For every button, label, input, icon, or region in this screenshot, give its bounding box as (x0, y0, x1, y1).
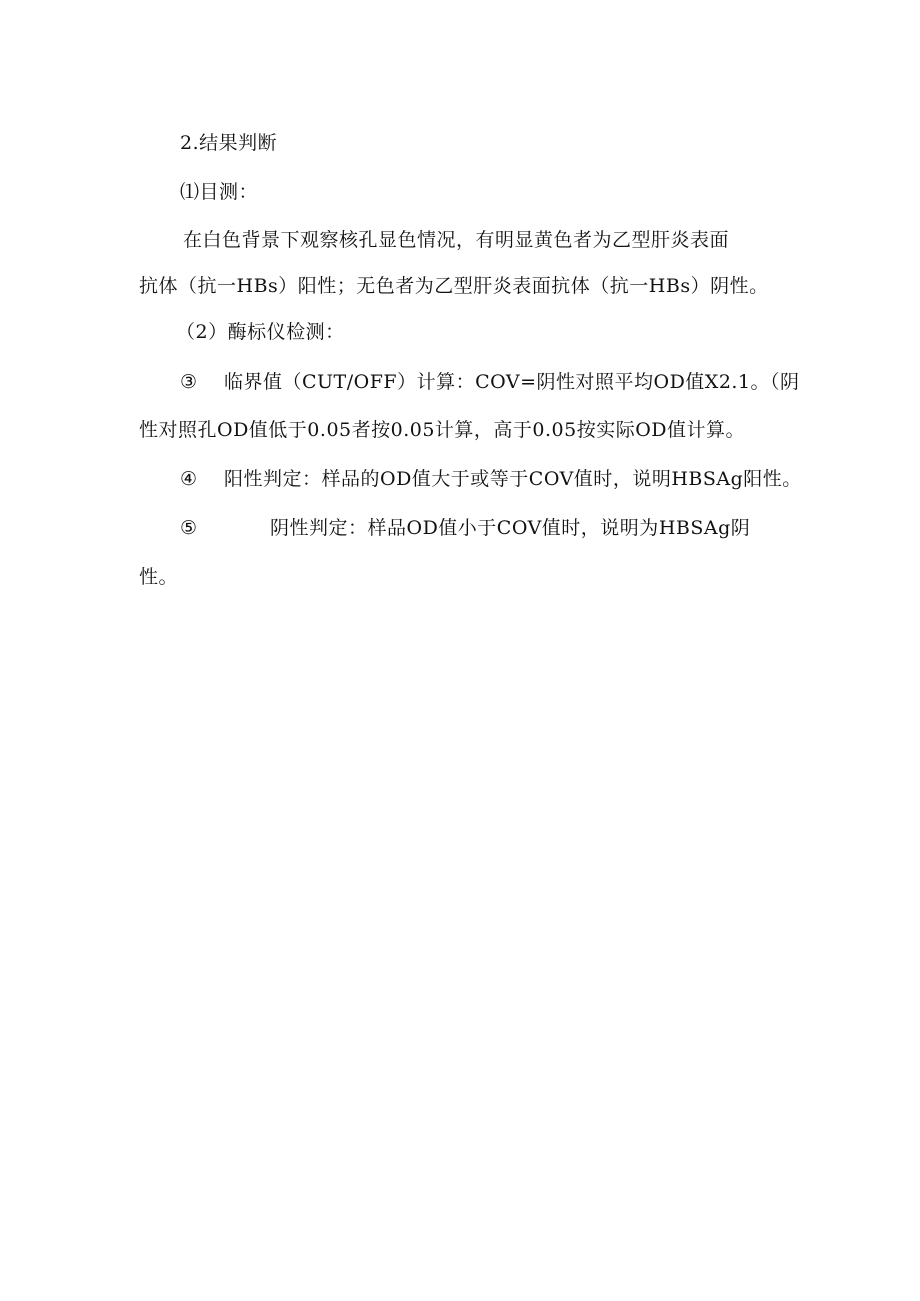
reader-method-heading: （2）酶标仪检测： (176, 321, 345, 343)
list-item-5-line-2: 性。 (139, 566, 179, 588)
section-heading: 2.结果判断 (180, 132, 278, 154)
list-item-4-text: 阳性判定：样品的OD值大于或等于COV值时，说明HBSAg阳性。 (224, 468, 802, 490)
list-item-5-text: 阴性判定：样品OD值小于COV值时，说明为HBSAg阴 (270, 517, 751, 539)
list-item-4-line-1 (180, 467, 802, 491)
visual-method-paragraph-line-2: 抗体（抗一HBs）阳性；无色者为乙型肝炎表面抗体（抗一HBs）阴性。 (139, 275, 769, 297)
list-item-3-line-1 (180, 370, 800, 394)
list-item-5-line-1 (180, 516, 750, 540)
list-marker-3: ③ (180, 371, 198, 393)
visual-method-paragraph-line-1: 在白色背景下观察核孔显色情况，有明显黄色者为乙型肝炎表面 (183, 229, 730, 251)
list-marker-5: ⑤ (180, 517, 198, 539)
list-item-3-line-2: 性对照孔OD值低于0.05者按0.05计算，高于0.05按实际OD值计算。 (139, 419, 746, 441)
list-marker-4: ④ (180, 468, 198, 490)
visual-method-heading: ⑴目测： (180, 181, 259, 203)
list-item-3-text: 临界值（CUT/OFF）计算：COV=阴性对照平均OD值X2.1。（阴 (224, 371, 800, 393)
